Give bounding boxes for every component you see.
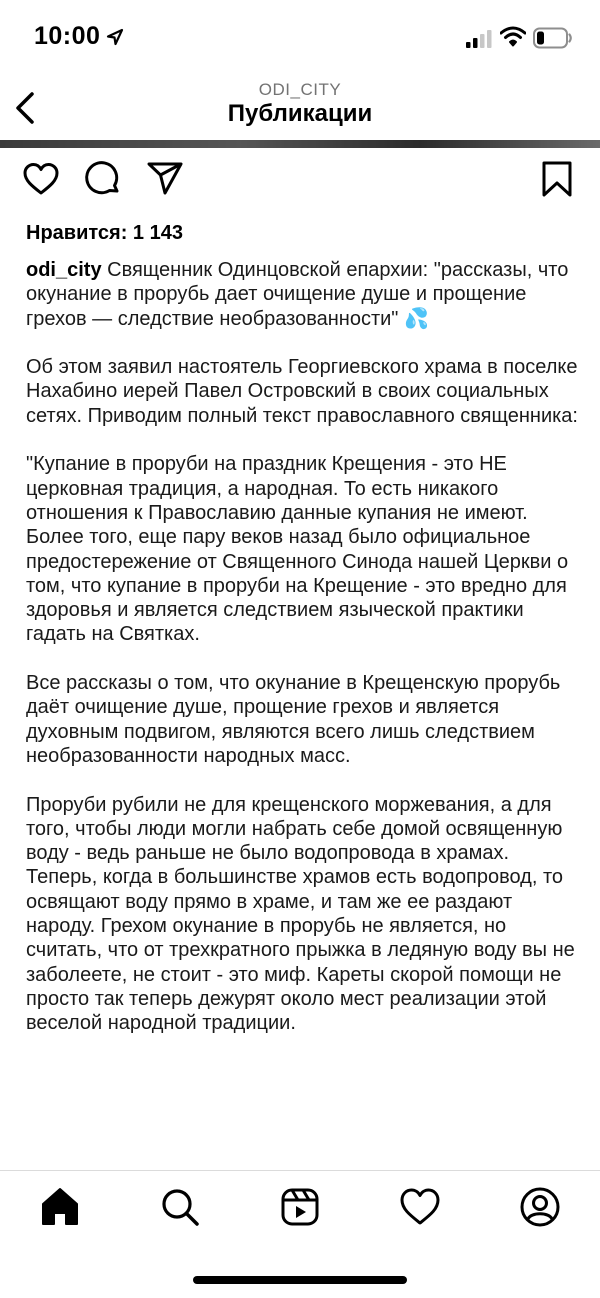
caption-paragraph-1 [26, 258, 582, 331]
home-indicator[interactable] [193, 1276, 407, 1284]
home-icon[interactable] [38, 1185, 82, 1229]
status-time: 10:00 [34, 22, 101, 50]
heart-icon[interactable] [398, 1185, 442, 1229]
post-caption [26, 258, 582, 1060]
post-image-edge[interactable] [0, 140, 600, 148]
caption-username[interactable]: odi_city [26, 259, 102, 281]
profile-icon[interactable] [518, 1185, 562, 1229]
bookmark-icon[interactable] [540, 160, 574, 198]
caption-paragraph-4: Все рассказы о том, что окунание в Крещенскую прорубь даёт очищение душе, прощение грехов и является духовным подвигом, являются всего лишь следствием необразованности народных масс. [26, 672, 561, 767]
header-username[interactable]: ODI_CITY [258, 80, 342, 99]
caption-paragraph-3: "Купание в проруби на праздник Крещения - это НЕ церковная традиция, а народная. То есть никакого отношения к Православию данные купания не имеют. Более того, еще пару веков назад было официальное предостережение от Священного Синода нашей Церкви о том, что купание в проруби на Крещение - это вредно для здоровья и является следствием языческой практики гадать на Святках. [26, 453, 569, 646]
wifi-icon [500, 26, 526, 48]
battery-icon [533, 27, 573, 49]
caption-paragraph-5: Проруби рубили не для крещенского моржевания, а для того, чтобы люди могли набрать себе домой освященную воду - ведь раньше не было водопровода в храмах. Теперь, когда в большинстве храмов есть водопровод, то освящают воду прямо в храме, и там же ее раздают народу. Грехом окунание в прорубь не является, но считать, что от трехкратного прыжка в ледяную воду вы не заболеете, не стоит - это миф. Кареты скорой помощи не просто так теперь дежурят около мест реализации этой веселой народной традиции. [26, 793, 575, 1035]
caption-paragraph-2: Об этом заявил настоятель Георгиевского храма в поселке Нахабино иерей Павел Островский в своих социальных сетях. Приводим полный текст православного священника: [26, 356, 578, 427]
likes-count[interactable]: Нравится: 1 143 [26, 222, 183, 244]
post-actions [0, 160, 600, 208]
status-bar [0, 0, 600, 78]
search-icon[interactable] [158, 1185, 202, 1229]
heart-icon[interactable] [22, 160, 60, 198]
comment-bubble-icon[interactable] [84, 160, 122, 198]
location-arrow-icon [106, 28, 124, 46]
reels-icon[interactable] [278, 1185, 322, 1229]
page-title: Публикации [227, 100, 373, 127]
caption-text-1: Священник Одинцовской епархии: "рассказы, что окунание в прорубь дает очищение душе и прощение грехов — следствие необразованности" 💦 [26, 259, 569, 330]
cellular-signal-icon [466, 30, 492, 48]
nav-header [0, 78, 600, 140]
paper-plane-icon[interactable] [146, 160, 184, 198]
